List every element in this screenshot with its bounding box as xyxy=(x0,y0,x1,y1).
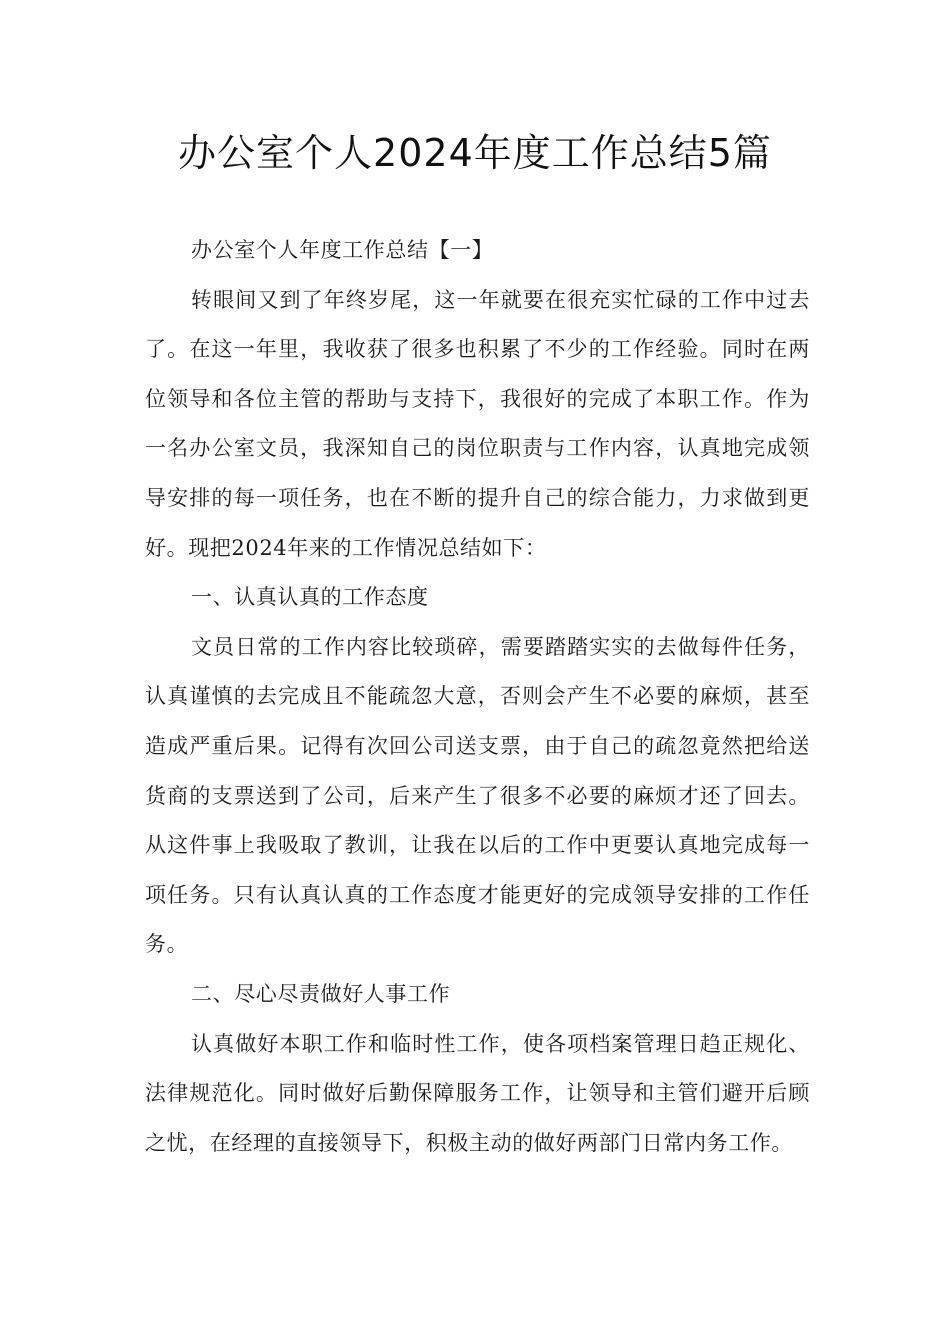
section-heading-work-attitude: 一、认真认真的工作态度 xyxy=(191,585,429,610)
intro-paragraph: 转眼间又到了年终岁尾，这一年就要在很充实忙碌的工作中过去了。在这一年里，我收获了很多也积累了不少的工作经验。同时在两位领导和各位主管的帮助与支持下，我很好的完成了本职工作。作为一名办公室文员，我深知自己的岗位职责与工作内容，认真地完成领导安排的每一项任务，也在不断的提升自己的综合能力，力求做到更好。现把2024年来的工作情况总结如下： xyxy=(145,287,810,560)
section-heading-part-one: 办公室个人年度工作总结【一】 xyxy=(191,238,494,262)
personnel-work-paragraph: 认真做好本职工作和临时性工作，使各项档案管理日趋正规化、法律规范化。同时做好后勤保障服务工作，让领导和主管们避开后顾之忧，在经理的直接领导下，积极主动的做好两部门日常内务工作。 xyxy=(145,1031,810,1155)
work-attitude-paragraph: 文员日常的工作内容比较琐碎，需要踏踏实实的去做每件任务，认真谨慎的去完成且不能疏忽大意，否则会产生不必要的麻烦，甚至造成严重后果。记得有次回公司送支票，由于自己的疏忽竟然把给送货商的支票送到了公司，后来产生了很多不必要的麻烦才还了回去。从这件事上我吸取了教训，让我在以后的工作中更要认真地完成每一项任务。只有认真认真的工作态度才能更好的完成领导安排的工作任务。 xyxy=(145,634,810,957)
document-title: 办公室个人2024年度工作总结5篇 xyxy=(178,131,772,175)
document-body xyxy=(145,226,810,1168)
section-heading-personnel-work: 二、尽心尽责做好人事工作 xyxy=(191,981,451,1006)
